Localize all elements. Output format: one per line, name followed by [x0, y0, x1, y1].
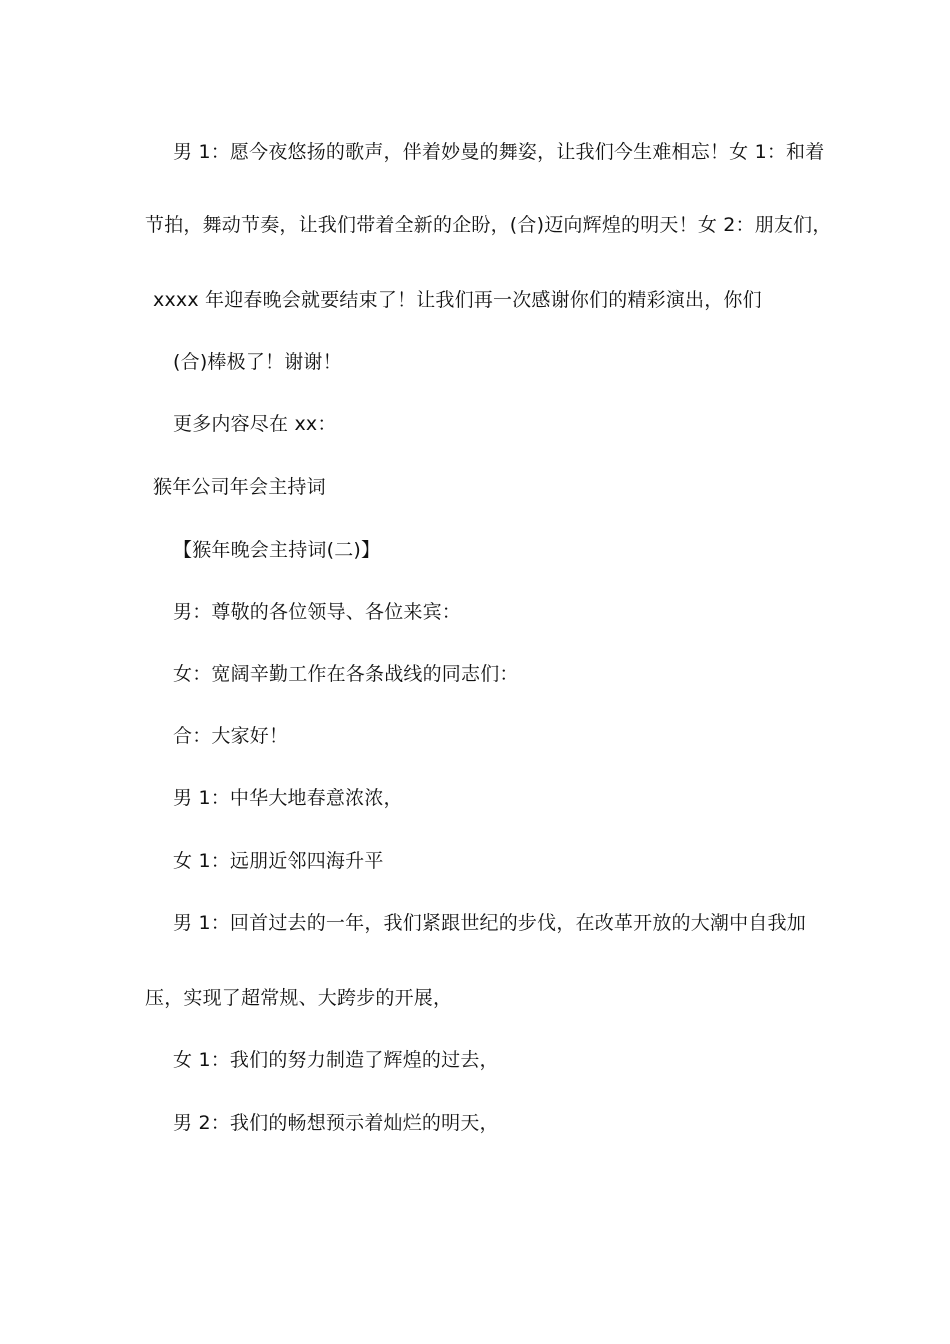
paragraph-line: 男 1：愿今夜悠扬的歌声，伴着妙曼的舞姿，让我们今生难相忘！女 1：和着 — [173, 141, 825, 163]
section-subtitle: 【猴年晚会主持词(二)】 — [173, 539, 381, 561]
paragraph-line: 合：大家好！ — [173, 725, 289, 747]
paragraph-line: 节拍，舞动节奏，让我们带着全新的企盼，(合)迈向辉煌的明天！女 2：朋友们， — [145, 214, 832, 236]
paragraph-line: 压，实现了超常规、大跨步的开展， — [145, 987, 453, 1009]
section-title: 猴年公司年会主持词 — [153, 476, 326, 498]
paragraph-line: 男 1：回首过去的一年，我们紧跟世纪的步伐，在改革开放的大潮中自我加 — [173, 912, 806, 934]
paragraph-line: (合)棒极了！谢谢！ — [173, 351, 342, 373]
paragraph-line: 女 1：我们的努力制造了辉煌的过去， — [173, 1049, 499, 1071]
paragraph-line: 男：尊敬的各位领导、各位来宾： — [173, 601, 462, 623]
paragraph-line: 男 1：中华大地春意浓浓， — [173, 787, 403, 809]
paragraph-line: 女：宽阔辛勤工作在各条战线的同志们： — [173, 663, 519, 685]
paragraph-line: 更多内容尽在 xx： — [173, 413, 337, 435]
paragraph-line: xxxx 年迎春晚会就要结束了！让我们再一次感谢你们的精彩演出，你们 — [153, 289, 762, 311]
paragraph-line: 女 1：远朋近邻四海升平 — [173, 850, 384, 872]
paragraph-line: 男 2：我们的畅想预示着灿烂的明天， — [173, 1112, 499, 1134]
